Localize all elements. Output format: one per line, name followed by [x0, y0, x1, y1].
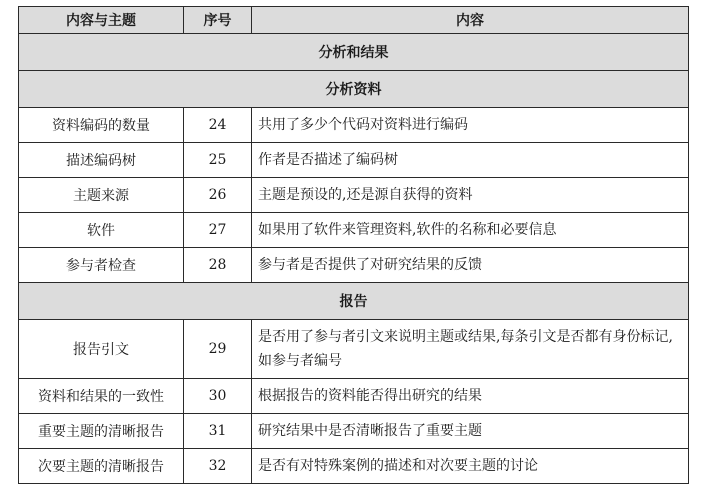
row-number: 25 — [184, 143, 252, 178]
table-row — [19, 449, 689, 484]
row-content: 共用了多少个代码对资料进行编码 — [252, 108, 689, 143]
table-row — [19, 379, 689, 414]
header-number: 序号 — [184, 7, 252, 34]
row-number: 29 — [184, 320, 252, 379]
row-topic: 报告引文 — [19, 320, 184, 379]
table-row — [19, 213, 689, 248]
row-topic: 重要主题的清晰报告 — [19, 414, 184, 449]
row-content: 根据报告的资料能否得出研究的结果 — [252, 379, 689, 414]
row-number: 27 — [184, 213, 252, 248]
row-number: 32 — [184, 449, 252, 484]
row-content: 是否用了参与者引文来说明主题或结果,每条引文是否都有身份标记,如参与者编号 — [252, 320, 689, 379]
table-row — [19, 143, 689, 178]
table-row — [19, 320, 689, 379]
row-content: 作者是否描述了编码树 — [252, 143, 689, 178]
row-topic: 次要主题的清晰报告 — [19, 449, 184, 484]
row-content: 研究结果中是否清晰报告了重要主题 — [252, 414, 689, 449]
table-row — [19, 108, 689, 143]
header-row — [19, 7, 689, 34]
table-row — [19, 248, 689, 283]
row-topic: 资料和结果的一致性 — [19, 379, 184, 414]
header-topic: 内容与主题 — [19, 7, 184, 34]
row-topic: 资料编码的数量 — [19, 108, 184, 143]
table-row — [19, 178, 689, 213]
row-content: 参与者是否提供了对研究结果的反馈 — [252, 248, 689, 283]
row-topic: 参与者检查 — [19, 248, 184, 283]
row-number: 26 — [184, 178, 252, 213]
row-content: 是否有对特殊案例的描述和对次要主题的讨论 — [252, 449, 689, 484]
row-topic: 软件 — [19, 213, 184, 248]
section-row — [19, 283, 689, 320]
row-topic: 主题来源 — [19, 178, 184, 213]
table-row — [19, 414, 689, 449]
section-title: 报告 — [19, 283, 689, 320]
row-topic: 描述编码树 — [19, 143, 184, 178]
section-title: 分析资料 — [19, 71, 689, 108]
header-content: 内容 — [252, 7, 689, 34]
section-row — [19, 71, 689, 108]
row-number: 30 — [184, 379, 252, 414]
row-number: 24 — [184, 108, 252, 143]
row-content: 如果用了软件来管理资料,软件的名称和必要信息 — [252, 213, 689, 248]
row-number: 28 — [184, 248, 252, 283]
row-number: 31 — [184, 414, 252, 449]
section-row — [19, 34, 689, 71]
section-title: 分析和结果 — [19, 34, 689, 71]
row-content: 主题是预设的,还是源自获得的资料 — [252, 178, 689, 213]
checklist-table — [18, 6, 689, 484]
